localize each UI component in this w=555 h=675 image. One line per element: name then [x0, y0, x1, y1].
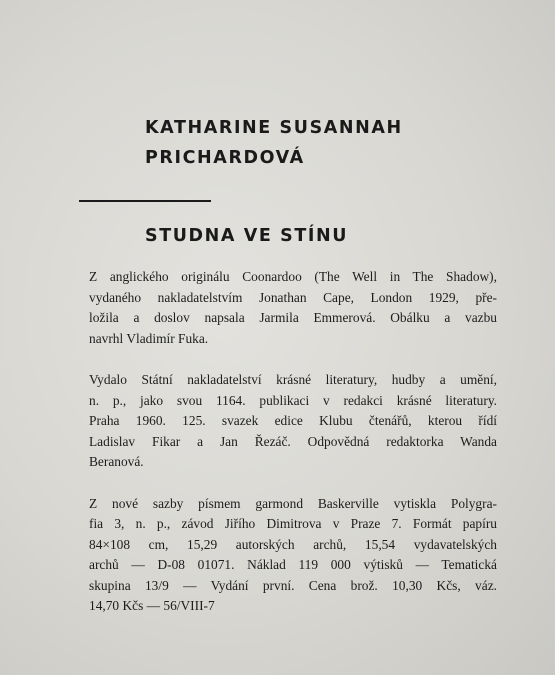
divider-rule — [79, 200, 211, 202]
text-line: vydaného nakladatelstvím Jonathan Cape, London 1929, pře- — [89, 289, 497, 305]
publisher-paragraph — [89, 370, 497, 473]
translation-note-paragraph — [89, 267, 497, 349]
text-line: 84×108 cm, 15,29 autorských archů, 15,54 vydavatelských — [89, 536, 497, 552]
author-name — [145, 113, 403, 173]
text-line: fia 3, n. p., závod Jiřího Dimitrova v Praze 7. Formát papíru — [89, 516, 497, 531]
text-line: n. p., jako svou 1164. publikaci v redakci krásné literatury. — [89, 392, 497, 408]
text-line: 14,70 Kčs — 56/VIII-7 — [89, 598, 215, 613]
text-line: Ladislav Fikar a Jan Řezáč. Odpovědná redaktorka Wanda — [89, 433, 497, 449]
text-line: Z nové sazby písmem garmond Baskerville vytiskla Polygra- — [89, 495, 497, 511]
text-line: archů — D-08 01071. Náklad 119 000 výtisků — Tematická — [89, 557, 497, 572]
text-line: Beranová. — [89, 454, 144, 469]
text-line: Praha 1960. 125. svazek edice Klubu čtenářů, kterou řídí — [89, 413, 497, 428]
book-title: STUDNA VE STÍNU — [145, 226, 349, 246]
text-line: ložila a doslov napsala Jarmila Emmerová. Obálku a vazbu — [89, 310, 497, 325]
text-line: skupina 13/9 — Vydání první. Cena brož. 10,30 Kčs, váz. — [89, 577, 497, 593]
text-line: navrhl Vladimír Fuka. — [89, 330, 209, 346]
author-name-line-1: KATHARINE SUSANNAH — [145, 118, 403, 138]
author-name-line-2: PRICHARDOVÁ — [145, 148, 305, 168]
printing-details-paragraph — [89, 494, 497, 617]
colophon-text — [89, 267, 497, 638]
text-line: Vydalo Státní nakladatelství krásné literatury, hudby a umění, — [89, 372, 497, 387]
text-line: Z anglického originálu Coonardoo (The Well in The Shadow), — [89, 269, 497, 284]
